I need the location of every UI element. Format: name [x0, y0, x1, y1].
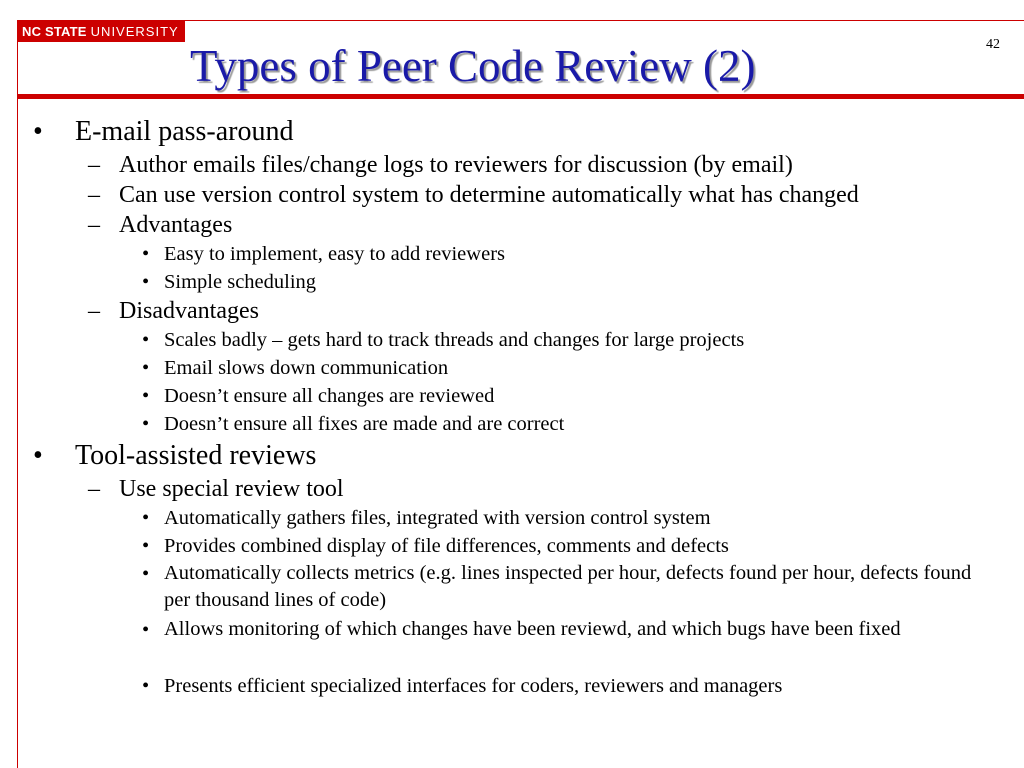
- list-item: [0, 616, 1024, 672]
- bullet-mark: •: [142, 413, 150, 435]
- list-item: [0, 326, 1024, 354]
- list-item: [0, 382, 1024, 410]
- item-text: Simple scheduling: [164, 271, 317, 293]
- item-text: Doesn’t ensure all changes are reviewed: [164, 385, 495, 407]
- bullet-mark: •: [33, 440, 43, 471]
- item-text: Author emails files/change logs to reviewers for discussion (by email): [119, 152, 793, 178]
- list-item: [0, 114, 1024, 150]
- title-rule: [17, 94, 1024, 99]
- dash-mark: –: [88, 152, 100, 178]
- page-number: 42: [986, 37, 1000, 52]
- item-text: Advantages: [119, 212, 233, 238]
- bullet-mark: •: [142, 535, 150, 557]
- list-item: [0, 180, 1024, 210]
- item-text: Scales badly – gets hard to track threads and changes for large projects: [164, 329, 745, 351]
- bullet-mark: •: [142, 507, 150, 529]
- list-item: [0, 296, 1024, 326]
- list-item: [0, 210, 1024, 240]
- list-item: [0, 150, 1024, 180]
- dash-mark: –: [88, 476, 100, 502]
- item-text: Easy to implement, easy to add reviewers: [164, 243, 505, 265]
- item-text: Doesn’t ensure all fixes are made and are correct: [164, 413, 565, 435]
- list-item: [0, 532, 1024, 560]
- item-text: Tool-assisted reviews: [75, 440, 317, 471]
- item-text: Email slows down communication: [164, 357, 449, 379]
- item-text: Presents efficient specialized interfaces for coders, reviewers and managers: [164, 675, 783, 697]
- item-text: Can use version control system to determine automatically what has changed: [119, 182, 859, 208]
- logo-bold-text: NC STATE: [22, 23, 87, 39]
- bullet-mark: •: [142, 619, 150, 641]
- dash-mark: –: [88, 182, 100, 208]
- ncsu-logo: [17, 20, 185, 42]
- item-text: Allows monitoring of which changes have been reviewd, and which bugs have been fixed: [164, 618, 901, 640]
- list-item: [0, 268, 1024, 296]
- list-item: [0, 504, 1024, 532]
- bullet-mark: •: [142, 385, 150, 407]
- item-text: Automatically gathers files, integrated with version control system: [164, 507, 711, 529]
- item-text: Use special review tool: [119, 476, 344, 502]
- list-item: [0, 354, 1024, 382]
- dash-mark: –: [88, 298, 100, 324]
- list-item: [0, 410, 1024, 438]
- bullet-list: [0, 114, 1024, 700]
- bullet-mark: •: [142, 357, 150, 379]
- bullet-mark: •: [33, 116, 43, 147]
- bullet-mark: •: [142, 675, 150, 697]
- list-item: [0, 240, 1024, 268]
- list-item: [0, 672, 1024, 700]
- item-text: Disadvantages: [119, 298, 259, 324]
- bullet-mark: •: [142, 243, 150, 265]
- slide-title: Types of Peer Code Review (2): [190, 41, 756, 91]
- bullet-mark: •: [142, 563, 150, 585]
- list-item: [0, 474, 1024, 504]
- item-text: Provides combined display of file differences, comments and defects: [164, 535, 729, 557]
- logo-light-text: UNIVERSITY: [90, 23, 179, 39]
- list-item: [0, 438, 1024, 474]
- top-red-line: [185, 20, 1024, 21]
- item-text: E-mail pass-around: [75, 116, 294, 147]
- item-text: Automatically collects metrics (e.g. lines inspected per hour, defects found per hour, defects found per thousand lines of code): [164, 562, 972, 611]
- dash-mark: –: [88, 212, 100, 238]
- bullet-mark: •: [142, 329, 150, 351]
- list-item: [0, 560, 1024, 616]
- bullet-mark: •: [142, 271, 150, 293]
